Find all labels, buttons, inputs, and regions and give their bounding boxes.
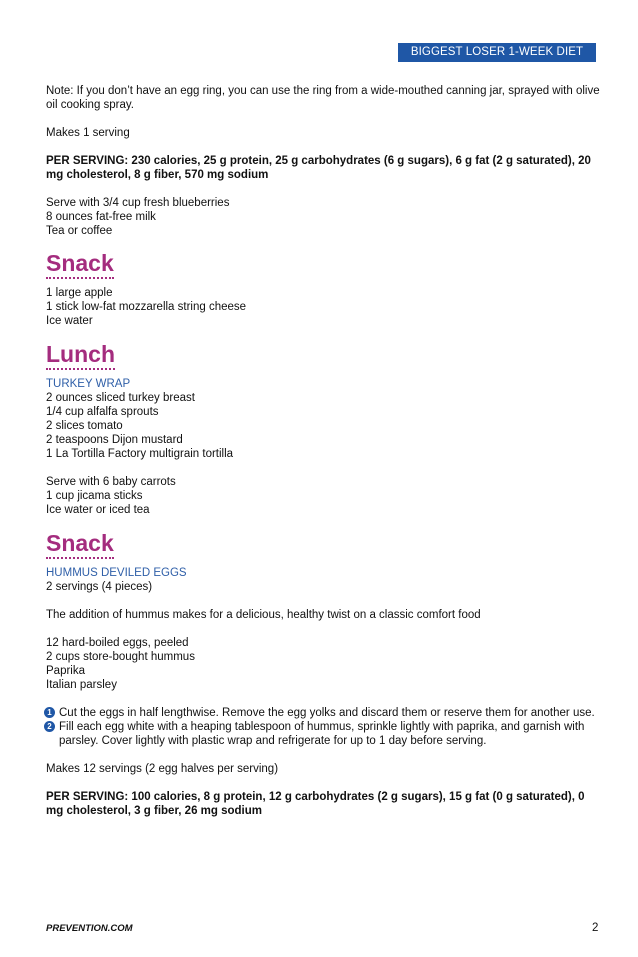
snack-heading: Snack (46, 250, 114, 279)
recipe-title: HUMMUS DEVILED EGGS (46, 567, 187, 579)
list-item: Serve with 6 baby carrots (46, 476, 176, 488)
lunch-heading: Lunch (46, 341, 115, 370)
step-number-icon: 1 (44, 707, 55, 718)
list-item: 2 slices tomato (46, 420, 123, 432)
list-item: 2 ounces sliced turkey breast (46, 392, 195, 404)
list-item: 1 cup jicama sticks (46, 490, 143, 502)
list-item: Italian parsley (46, 679, 117, 691)
step-2 (46, 720, 602, 748)
header-banner: BIGGEST LOSER 1-WEEK DIET PLAN (398, 43, 596, 62)
makes-servings: Makes 12 servings (2 egg halves per serving) (46, 763, 279, 775)
list-item: 8 ounces fat-free milk (46, 211, 156, 223)
snack-heading: Snack (46, 530, 114, 559)
list-item: Ice water (46, 315, 93, 327)
recipe-steps (46, 706, 602, 748)
list-item: Serve with 3/4 cup fresh blueberries (46, 197, 230, 209)
snack-items (46, 286, 602, 328)
step-text: Fill each egg white with a heaping tablespoon of hummus, sprinkle lightly with paprika, and garnish with parsley. Cover lightly with plastic wrap and refrigerate for up to 1 day before serving. (59, 721, 585, 747)
footer-site: PREVENTION.COM (46, 923, 133, 934)
list-item: 1 large apple (46, 287, 113, 299)
page-content (46, 84, 602, 818)
list-item: 2 cups store-bought hummus (46, 651, 195, 663)
list-item: 1 stick low-fat mozzarella string cheese (46, 301, 247, 313)
ingredient-list (46, 636, 602, 692)
list-item: 2 teaspoons Dijon mustard (46, 434, 183, 446)
ingredient-list (46, 391, 602, 461)
egg-ring-note: Note: If you don’t have an egg ring, you can use the ring from a wide-mouthed canning jar, sprayed with olive oil cooking spray. (46, 85, 600, 111)
list-item: Tea or coffee (46, 225, 113, 237)
step-1 (46, 706, 602, 720)
nutrition-info: PER SERVING: 100 calories, 8 g protein, 12 g carbohydrates (2 g sugars), 15 g fat (0 g saturated), 0 mg cholesterol, 3 g fiber, 26 mg sodium (46, 791, 585, 817)
recipe-title: TURKEY WRAP (46, 378, 131, 390)
step-number-icon: 2 (44, 721, 55, 732)
makes-serving: Makes 1 serving (46, 127, 130, 139)
step-text: Cut the eggs in half lengthwise. Remove the egg yolks and discard them or reserve them for another use. (59, 707, 595, 719)
nutrition-info: PER SERVING: 230 calories, 25 g protein, 25 g carbohydrates (6 g sugars), 6 g fat (2 g saturated), 20 mg cholesterol, 8 g fiber, 570 mg sodium (46, 155, 591, 181)
list-item: 1 La Tortilla Factory multigrain tortilla (46, 448, 234, 460)
serve-with-list (46, 475, 602, 517)
list-item: 12 hard-boiled eggs, peeled (46, 637, 189, 649)
list-item: 1/4 cup alfalfa sprouts (46, 406, 159, 418)
page-number: 2 (592, 922, 599, 934)
recipe-description: The addition of hummus makes for a delicious, healthy twist on a classic comfort food (46, 609, 481, 621)
serve-with-list (46, 196, 602, 238)
servings: 2 servings (4 pieces) (46, 581, 153, 593)
list-item: Ice water or iced tea (46, 504, 150, 516)
list-item: Paprika (46, 665, 85, 677)
